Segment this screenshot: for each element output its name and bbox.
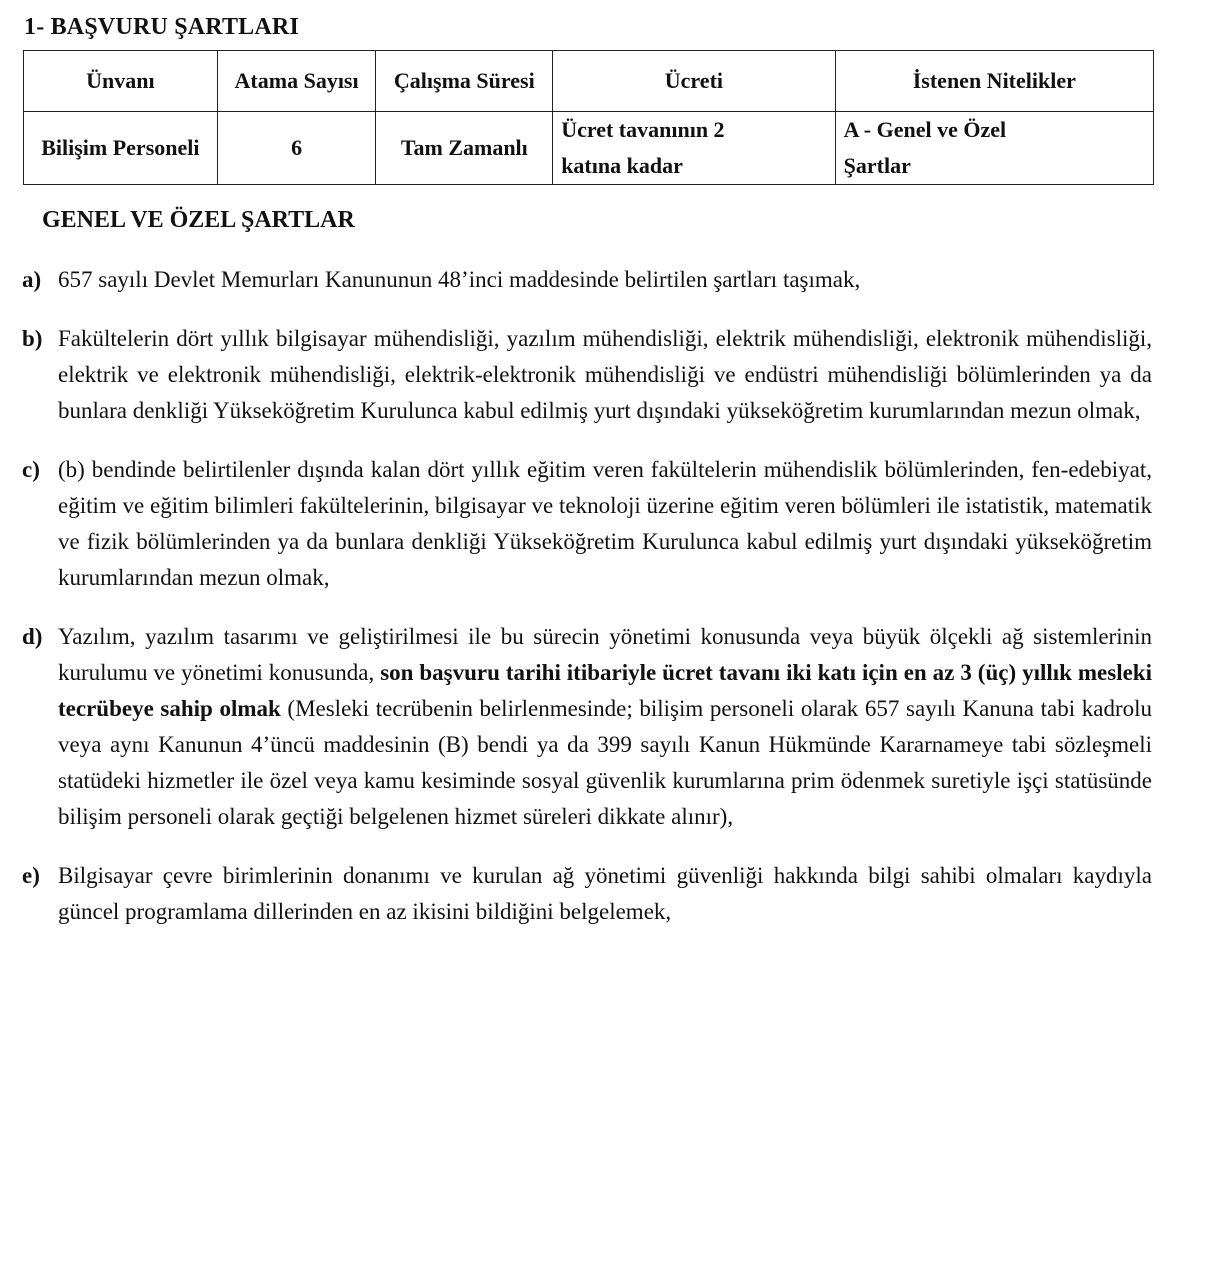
cell-calisma-suresi: Tam Zamanlı [376,112,553,185]
condition-a [22,262,1152,298]
condition-d-text-bold: son başvuru tarihi itibariyle ücret tavanı iki katı için en az 3 (üç) yıllık mesleki tecrübeye sahip olmak [58,660,1152,721]
section-title: 1- BAŞVURU ŞARTLARI [24,14,299,40]
condition-d [22,619,1152,835]
condition-c-text: (b) bendinde belirtilenler dışında kalan dört yıllık eğitim veren fakültelerin mühendislik bölümlerinden, fen-edebiyat, eğitim ve eğitim bilimleri fakültelerinin, bilgisayar ve teknoloji üzerine eğitim veren bölümleri ile istatistik, matematik ve fizik bölümlerinden ya da bunlara denkliği Yükseköğretim Kurulunca kabul edilmiş yurt dışındaki yükseköğretim kurumlarından mezun olmak, [58,457,1152,590]
conditions-list [22,262,1152,953]
cell-ucreti-line1: Ücret tavanının 2 [561,117,725,142]
table-header-row [24,51,1154,112]
table-row [24,112,1154,185]
header-ucreti: Ücreti [553,51,835,112]
subheading: GENEL VE ÖZEL ŞARTLAR [42,207,355,233]
condition-d-text-before: Yazılım, yazılım tasarımı ve geliştirilmesi ile bu sürecin yönetimi konusunda veya büyük ölçekli ağ sistemlerinin kurulumu ve yönetimi konusunda, [58,624,1152,685]
cell-istenen-nitelikler [835,112,1153,185]
condition-c-marker: c) [22,457,40,482]
requirements-table [23,50,1154,185]
condition-b-marker: b) [22,326,43,351]
condition-e-text: Bilgisayar çevre birimlerinin donanımı ve kurulan ağ yönetimi güvenliği hakkında bilgi sahibi olmaları kaydıyla güncel programlama dillerinden en az ikisini bildiğini belgelemek, [58,863,1152,924]
header-istenen-nitelikler: İstenen Nitelikler [835,51,1153,112]
cell-ucreti [553,112,835,185]
condition-c [22,452,1152,596]
condition-b-text: Fakültelerin dört yıllık bilgisayar mühendisliği, yazılım mühendisliği, elektrik mühendisliği, elektronik mühendisliği, elektrik ve elektronik mühendisliği, elektrik-elektronik mühendisliği ve endüstri mühendisliği bölümlerinden ya da bunlara denkliği Yükseköğretim Kurulunca kabul edilmiş yurt dışındaki yükseköğretim kurumlarından mezun olmak, [58,326,1152,423]
cell-atama-sayisi: 6 [217,112,376,185]
condition-a-text: 657 sayılı Devlet Memurları Kanununun 48’inci maddesinde belirtilen şartları taşımak, [58,267,861,292]
condition-e-marker: e) [22,863,40,888]
condition-e [22,858,1152,930]
condition-d-marker: d) [22,624,43,649]
condition-a-marker: a) [22,267,42,292]
header-unvan: Ünvanı [24,51,218,112]
cell-nitelik-line1: A - Genel ve Özel [843,117,1007,142]
header-calisma-suresi: Çalışma Süresi [376,51,553,112]
condition-d-text-after: (Mesleki tecrübenin belirlenmesinde; bilişim personeli olarak 657 sayılı Kanuna tabi kadrolu veya aynı Kanunun 4’üncü maddesinin (B) bendi ya da 399 sayılı Kanun Hükmünde Kararnameye tabi sözleşmeli statüdeki hizmetler ile özel veya kamu kesiminde sosyal güvenlik kurumlarına prim ödenmek suretiyle işçi statüsünde bilişim personeli olarak geçtiği belgelenen hizmet süreleri dikkate alınır), [58,696,1152,829]
cell-nitelik-line2: Şartlar [843,153,911,178]
condition-b [22,321,1152,429]
cell-unvan: Bilişim Personeli [24,112,218,185]
header-atama-sayisi: Atama Sayısı [217,51,376,112]
cell-ucreti-line2: katına kadar [561,153,683,178]
